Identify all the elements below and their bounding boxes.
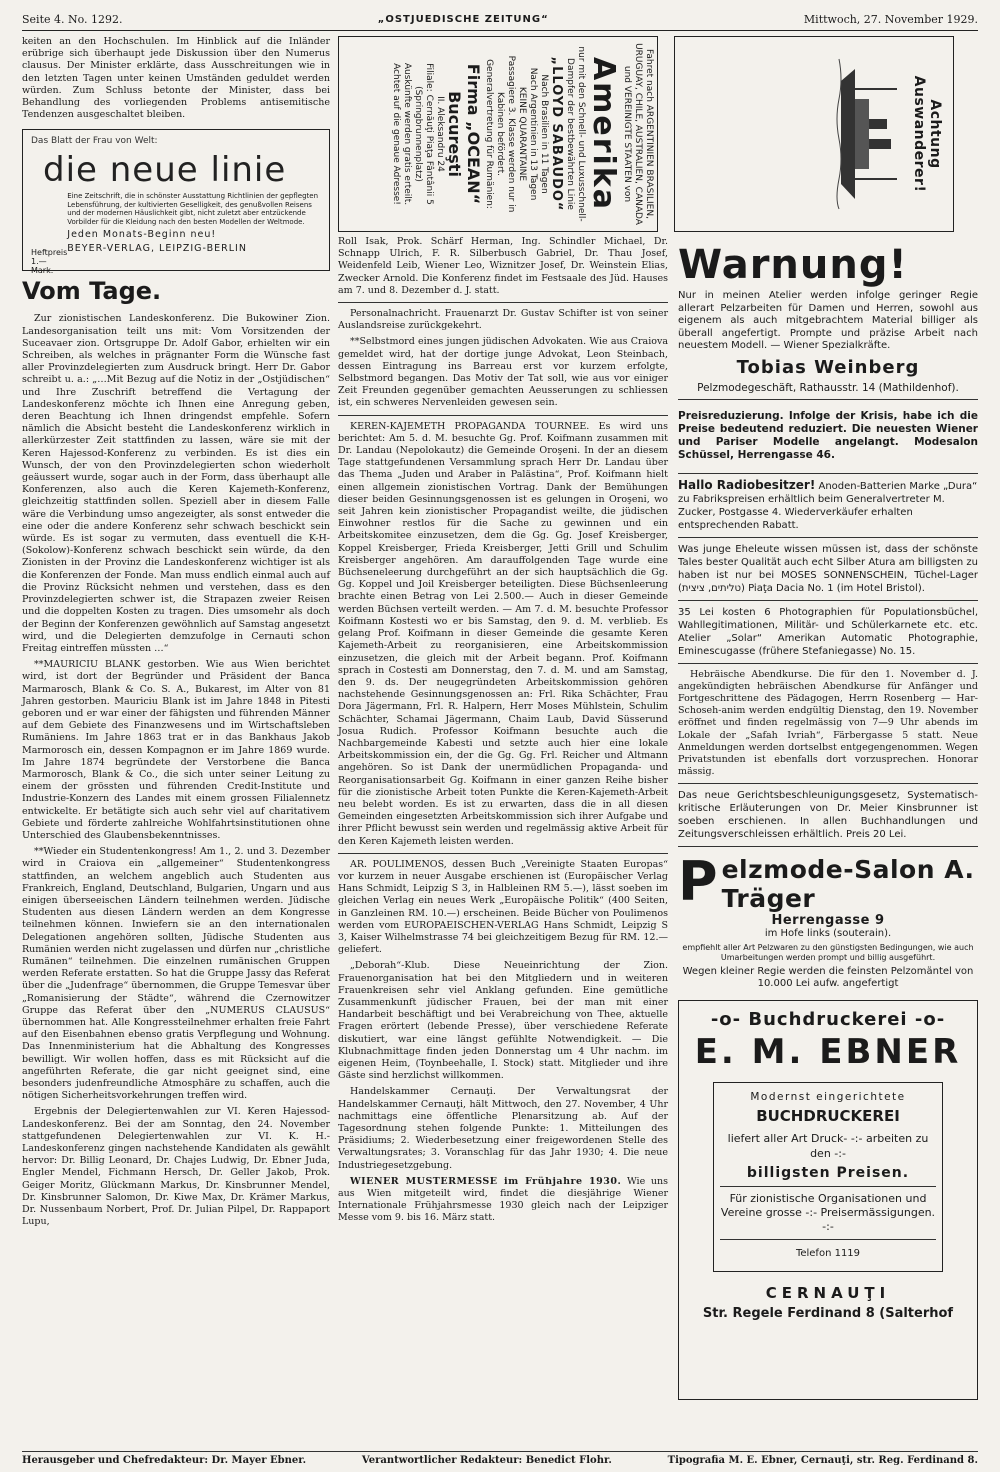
article-mauriciu-blank: **MAURICIU BLANK gestorben. Wie aus Wien berichtet wird, ist dort der Begründer und Präsident der Banca Marmarosch, Blank & Co. S. A., Bukarest, im Alter von 81 Jahren gestorben. Mauriciu Blank ist im Jahre 1848 in Pitesti geboren und er war einer der fähigsten und führenden Männer auf dem Gebiete des Finanzwesens und im Wirtschaftsleben Rumäniens. Im Jahre 1863 trat er in das Bankhaus Jakob Marmorosch ein, dessen Kompagnon er im Jahre 1869 wurde. Im Jahre 1874 begründete der Verstorbene die Banca Marmorosch, Blank & Co., die sich unter seiner Leitung zu einem der grössten und führenden Credit-Institute und Industrie-Konzern des Landes mit einem grossen Filialennetz entwickelte. Er betätigte sich auch sehr viel auf charitativem Gebiete und förderte zahlreiche Wohlfahrtsinstitutionen ohne Unterschied des Glaubensbekenntnisses. xyxy=(22,659,330,841)
page-footer xyxy=(22,1451,978,1466)
top-ads xyxy=(338,36,943,236)
ad-warnung-text: Nur in meinen Atelier werden infolge geringer Regie allerart Pelzarbeiten für Damen und Herren, sowohl aus eigenem als auch mitgebrachtem Material billiger als überall angefertigt. Prompte und präzise Arbeit nach neuestem Modell. — Wiener Spezialkräfte. xyxy=(678,290,978,351)
ad-lloyd-ocean: Firma „OCEAN“ Bucureşti xyxy=(445,63,483,205)
ad-lloyd-adresse: Achtet auf die genaue Adresse! xyxy=(391,63,401,205)
header-date: Mittwoch, 27. November 1929. xyxy=(803,12,978,26)
ad-ebner-telefon: Telefon 1119 xyxy=(795,1248,861,1260)
divider xyxy=(678,537,978,538)
footer-publisher: Herausgeber und Chefredakteur: Dr. Mayer Ebner. xyxy=(22,1455,307,1466)
ad-lloyd-amerika: Amerika xyxy=(586,56,621,212)
ad-neue-tagline: Das Blatt der Frau von Welt: xyxy=(31,136,158,147)
article-landeskonferenz: Zur zionistischen Landeskonferenz. Die Bukowiner Zion. Landesorganisation teilt uns mit: Vom Vorsitzenden der Suceavaer zion. Ortsgruppe Dr. Adolf Gabor, erhielten wir ein Schreiben, als welches in prägnanter Form die Wünsche fast aller Provinzdelegierten zum Ausdruck bringt. Herr Dr. Gabor schreibt u. a.: „…Mit Bezug auf die Notiz in der „Ostjüdischen“ und Ihre Zuschrift betreffend die Vertagung der Landeskonferenz möchte ich Ihnen eine Anregung geben, deren Beachtung ich Ihnen dringendst empfehle. Sofern nämlich die Absicht besteht die Landeskonferenz wirklich in allerkürzester Zeit stattfinden zu lassen, wäre sie mit der Keren Hajessod-Konferenz zu verbinden. Es ist dies ein Wunsch, der von den Provinzdelegierten schon wiederholt geäussert wurde, sogar auch in der Form, dass überhaupt alle Konferenzen, also auch die Keren Kajemeth-Konferenz, gleichzeitig stattfinden sollen. Speziell aber in diesem Falle wäre die Verbindung umso angezeigter, als sonst entweder die eine oder die andere Konferenz sehr schwach beschickt sein würde. Es ist sogar zu vermuten, dass eventuell die K-H-(Sokolow)-Konferenz schwach beschickt sein würde, da den Zionisten in der Provinz die Landeskonferenz wichtiger ist als die Konferenzen der Fonde. Man muss endlich einmal auch auf die Provinz Rücksicht nehmen und verstehen, dass es den Provinzdelegierten schwer ist, die Strapazen zweier Reisen und die doppelten Kosten zu tragen. Dies umsomehr als doch der Beginn der Konferenzen gewöhnlich auf Samstag angesetzt wird, und die Delegierten demzufolge in Cernauti schon Freitag eintreffen müssten …“ xyxy=(22,313,330,654)
page-header xyxy=(22,8,978,31)
ad-lloyd-auskunft: Auskünfte werden gratis erteilt. xyxy=(402,62,412,206)
divider xyxy=(678,846,978,847)
header-masthead: „OSTJUEDISCHE ZEITUNG“ xyxy=(377,13,549,25)
divider xyxy=(338,853,668,854)
column-left xyxy=(22,36,330,1442)
mustermesse-heading: WIENER MUSTERMESSE im Frühjahre 1930. xyxy=(350,1175,622,1187)
ad-neue-title: die neue linie xyxy=(43,150,287,191)
divider xyxy=(678,600,978,601)
divider xyxy=(720,1186,936,1187)
footer-printer: Tipografia M. E. Ebner, Cernauţi, str. Reg. Ferdinand 8. xyxy=(667,1455,978,1466)
columns xyxy=(22,36,978,1442)
ad-ebner-line-c: liefert aller Art Druck- -:- arbeiten zu den -:- xyxy=(727,1132,929,1161)
divider xyxy=(678,399,978,400)
article-delegiertenwahlen: Ergebnis der Delegiertenwahlen zur VI. Keren Hajessod-Landeskonferenz. Bei der am Sonntag, den 24. November stattgefundenen Delegiertenwahlen zur VI. K. H.-Landeskonferenz gingen nachstehende Kandidaten als gewählt hervor: Dr. Billig Leonard, Dr. Chajes Ludwig, Dr. Ebner Juda, Engler Mendel, Fichmann Hersch, Dr. Geller Jakob, Prok. Geiger Moritz, Glückmann Markus, Dr. Kinsbrunner Mendel, Dr. Kinsbrunner Salomon, Dr. Kiwe Max, Dr. Krämer Markus, Dr. Nussenbaum Norbert, Prof. Dr. Julian Pilpel, Dr. Rappaport Lupu, xyxy=(22,1106,330,1228)
ad-achtung-title: Achtung Auswanderer! xyxy=(911,75,943,193)
divider xyxy=(720,1239,936,1240)
ad-gerichtsgesetz: Das neue Gerichtsbeschleunigungsgesetz, Systematisch-kritische Erläuterungen von Dr. Meier Kinsbrunner ist soeben erschienen. In allen Buchhandlungen und Zeitungsverschleissen erhältlich. Preis 20 Lei. xyxy=(678,790,978,841)
divider xyxy=(338,302,668,303)
ad-ebner-line-b: BUCHDRUCKEREI xyxy=(756,1107,900,1126)
ad-tales: Was junge Eheleute wissen müssen ist, dass der schönste Tales bester Qualität auch echt Silber Atura am billigsten zu haben ist nur bei MOSES SONNENSCHEIN, Tüchel-Lager (טליתים, ציצית) Piaţa Dacia No. 1 (im Hotel Bristol). xyxy=(678,543,978,594)
ad-trager-text2: Wegen kleiner Regie werden die feinsten Pelzomäntel von 10.000 Lei aufw. angefertigt xyxy=(682,966,974,990)
header-page-number: Seite 4. No. 1292. xyxy=(22,12,123,26)
ad-lloyd-quarantaine: KEINE QUARANTAINE xyxy=(517,86,527,182)
top-ad-spacer xyxy=(678,36,978,236)
mustermesse-text: Wie uns aus Wien mitgeteilt wird, findet die diesjährige Wiener Internationale Frühjahrsmesse 1930 gleich nach der Leipziger Messe vom 9. bis 16. März statt. xyxy=(338,1175,668,1224)
ad-neue-line1: Jeden Monats-Beginn neu! xyxy=(67,229,217,241)
ad-ebner-street: Str. Regele Ferdinand 8 (Salterhof xyxy=(702,1306,954,1322)
ad-pelzmode-trager xyxy=(678,850,978,990)
ad-lloyd-generalvertretung: Generalvertretung für Rumänien: xyxy=(484,59,494,209)
ad-radio xyxy=(678,479,978,532)
article-mustermesse xyxy=(338,1176,668,1225)
ad-lloyd-passagiere: Passagiere 3. Klasse werden nur in Kabinen befördert. xyxy=(495,55,516,213)
ad-preisreduzierung: Preisreduzierung. Infolge der Krisis, habe ich die Preise bedeutend reduziert. Die neuesten Wiener und Pariser Modelle angelangt. Modesalon Schüssel, Herrengasse 46. xyxy=(678,410,978,461)
ad-ebner-line-a: Modernst eingerichtete xyxy=(750,1091,906,1104)
ad-ebner-line-e: Für zionistische Organisationen und Vereine grosse -:- Preisermässigungen. -:- xyxy=(720,1192,936,1234)
ad-lloyd-address: II. Aleksandru 24 xyxy=(435,96,445,172)
ad-neue-body xyxy=(31,192,321,275)
ad-lloyd-destinations: Fahret nach ARGENTINIEN BRASILIEN, URUGUAY, CHILE, AUSTRALIEN, CANADA und VEREINIGTE STAATEN von xyxy=(622,43,654,225)
ad-lloyd-name: „LLOYD SABAUDO“ xyxy=(549,56,564,212)
article-continuation: keiten an den Hochschulen. Im Hinblick auf die Inländer erübrige sich überhaupt jede Diskussion über den Numerus clausus. Der Minister erklärte, dass Ausschreitungen wie in den letzten Tagen unter keinen Umständen geduldet werden würden. Zum Schluss betonte der Minister, dass bei Behandlung des vorliegenden Problems antisemitische Tendenzen ausgeschaltet bleiben. xyxy=(22,36,330,121)
article-hebr-abendkurse: Hebräische Abendkurse. Die für den 1. November d. J. angekündigten hebräischen Abendkurse für Anfänger und Fortgeschrittene des Pädagogen, Herrn Rosenberg — Har-Schoseh-anim werden endgültig Dienstag, den 19. November eröffnet und finden regelmässig von 7—9 Uhr abends im Lokale der „Safah Ivriah“, Färbergasse 5 statt. Neue Anmeldungen werden dortselbst entgegengenommen. Wegen Privatstunden ist ebenfalls dort vorzusprechen. Honorar mässig. xyxy=(678,668,978,778)
ad-lloyd-line2: nur mit den Schnell- und Luxusschnell-Dampfer der bestbewährten Linie xyxy=(565,46,586,222)
ad-lloyd-brasilien: Nach Brasilien in 11 Tagen xyxy=(539,74,549,194)
divider xyxy=(678,663,978,664)
divider xyxy=(338,415,668,416)
ad-neue-price: Heftpreis 1.— Mark. xyxy=(31,248,68,276)
ad-ebner-address xyxy=(687,1278,969,1327)
article-keren-kajemeth: KEREN-KAJEMETH PROPAGANDA TOURNEE. Es wird uns berichtet: Am 5. d. M. besuchte Gg. Prof. Koifmann zusammen mit Dr. Landau (Nepolokautz) die Gemeinde Oroşeni. In der an diesem Tage stattgefundenen Versammlung sprach Herr Dr. Landau über das Thema „Juden und Araber in Palästina“, Prof. Koifmann hielt einen allgemein zionistischen Vortrag. Dank der Bemühungen dieser beiden Gesinnungsgenossen ist es gelungen in Oroşeni, wo seit Jahren kein zionistischer Propagandist weilte, die jüdischen Einwohner restlos für die Sache zu gewinnen und ein Arbeitskomitee einzusetzen, dem die Gg. Gg. Josef Kreisberger, Koppel Kreisberger, Frieda Kreisberger, Jetti Grill und Schulim Kreisberger angehören. Am darauffolgenden Tage wurde eine Büchseneleerung durchgeführt an der sich hauptsächlich die Gg. Gg. Koppel und Joil Kreisberger beteiligten. Diese Büchsenleerung brachte einen Betrag von Lei 2.500.— Auch in dieser Gemeinde werden Büchsen verteilt werden. — Am 7. d. M. besuchte Professor Koifmann Kostesti wo er bis Samstag, den 9. d. M. verblieb. Es gelang Prof. Koifmann in dieser Gemeinde die gesamte Keren Kajemeth-Arbeit zu reorganisieren, eine Arbeitskommission einzusetzen, die gleich mit der Arbeit begann. Prof. Koifmann sprach in Costesti am Donnerstag, den 7. d. M. und am Samstag, den 9. ds. Der neugegründeten Arbeitskommission gehören nachstehende Gesinnungsgenossen an: Frl. Rika Schächter, Frau Dora Jägermann, Frl. R. Halpern, Herr Moses Mühlstein, Schulim Schächter, Schamai Jägermann, Chaim Laub, David Süsserund Josua Rudich. Professor Koifmann besuchte auch die Nachbargemeinde Kabesti und setzte auch hier eine lokale Arbeitskommission ein, der die Gg. Gg. Frl. Reicher und Altmann angehören. So ist Dank der unermüdlichen Propaganda- und Reorganisationsarbeit Gg. Koifmann in einer ganzen Reihe bisher für die zionistische Arbeit toten Punkte die Keren-Kajemeth-Arbeit neu belebt worden. Es ist zu erwarten, dass die in all diesen Gemeinden eingesetzten Arbeitskommission sich ihrer Aufgabe und ihrer Pflicht bewusst sein werden und regelmässig aktive Arbeit für den Keren Kajemeth leisten werden. xyxy=(338,420,668,847)
article-deborah-klub: „Deborah“-Klub. Diese Neueinrichtung der Zion. Frauenorganisation hat bei den Mitgliedern und in weiteren Frauenkreisen sehr viel Anklang gefunden. Eine gemütliche Zusammenkunft jüdischer Frauen, bei der man mit einer Handarbeit beschäftigt und bei Verabreichung von Thee, aktuelle Fragen erörtert (lebende Presse), über verschiedene Referate diskutiert, war eine längst gefühlte Notwendigkeit. — Die Klubnachmittage finden jeden Donnerstag um 4 Uhr nachm. im eigenen Heim, (Toynbeehalle, I. Stock) statt. Mitglieder und ihre Gäste sind herzlichst willkommen. xyxy=(338,960,668,1082)
ad-ebner-heading: -o- Buchdruckerei -o- xyxy=(710,1009,946,1031)
ad-lloyd-rotated xyxy=(342,40,654,228)
article-studentenkongress: **Wieder ein Studentenkongress! Am 1., 2. und 3. Dezember wird in Craiova ein „allgemeiner“ Studentenkongress stattfinden, an welchem angeblich auch Studenten aus Frankreich, England, Deutschland, Bulgarien, Ungarn und aus einigen überseeischen Ländern teilnehmen werden. Jüdische Studenten aus diesen Ländern werden an dem Kongresse teilnehmen können. Inwiefern sie an den internationalen Delegationen angehören sollten, Jüdische Studenten aus Rumänien werden nicht zugelassen und dürfen nur „christliche Rumänen“ teilnehmen. Die einzelnen rumänischen Gruppen werden Referate erstatten. So hat die Gruppe Jassy das Referat über die „Judenfrage“ übernommen, die Gruppe Temesvar über „Romanisierung der Städte“, während die Czernowitzer Gruppe das Referat über den „NUMERUS CLAUSUS“ übernommen hat. Alle Kongressteilnehmer erhalten freie Fahrt auf den Eisenbahnen ebenso gratis Verpflegung und Wohnung. Das Innenministerium hat die Abhaltung des Kongresses bewilligt. Wir wollen hoffen, dass es mit Rücksicht auf die angeführten Referate, die gar nicht geeignet sind, eine besonders judenfreundliche Atmosphäre zu schaffen, auch die nötigen Sicherheitsvorkehrungen treffen wird. xyxy=(22,846,330,1102)
divider xyxy=(678,783,978,784)
article-handelskammer: Handelskammer Cernauţi. Der Verwaltungsrat der Handelskammer Cernauţi, hält Mittwoch, den 27. November, 4 Uhr nachmittags eine öffentliche Plenarsitzung ab. Auf der Tagesordnung stehen folgende Punkte: 1. Mitteilungen des Präsidiums; 2. Wiederbesetzung einer freigewordenen Stelle des Verwaltungsrates; 3. Voranschlag für das Jahr 1930; 4. Die neue Industriegesetzgebung. xyxy=(338,1086,668,1171)
ad-trager-name: elzmode-Salon A. Träger xyxy=(721,855,975,914)
ad-neue-desc: Eine Zeitschrift, die in schönster Ausstattung Richtlinien der gepflegten Lebensführung, der kultivierten Geselligkeit, des genußvollen Reisens und der modernen Häuslichkeit gibt, nicht zuletzt aber entzückende Vorbilder für die Kleidung nach den besten Modellen der Weltmode. xyxy=(67,192,319,226)
ad-ebner-inner-box xyxy=(713,1082,943,1272)
ad-warnung-name: Tobias Weinberg xyxy=(736,356,920,378)
ad-ebner-city: CERNAUŢI xyxy=(765,1284,891,1303)
ad-neue-text xyxy=(67,192,321,275)
ad-lloyd-filiale: Filiale: Cernăuţi Piaţa Fântânii 5 (Springbrunnenplatz) xyxy=(413,63,434,205)
ad-radio-heading: Hallo Radiobesitzer! xyxy=(678,477,816,492)
ad-trager-initial: P xyxy=(678,850,718,914)
ad-photo-solar: 35 Lei kosten 6 Photographien für Populationsbüchel, Wahllegitimationen, Militär- und Schülerkarnete etc. etc. Atelier „Solar“ Amerikan Automatic Photographie, Eminescugasse (frühere Stefaniegasse) No. 15. xyxy=(678,606,978,657)
column-right xyxy=(678,36,978,1442)
footer-editor: Verantwortlicher Redakteur: Benedict Flohr. xyxy=(361,1455,612,1466)
ad-ebner-name: E. M. EBNER xyxy=(694,1032,962,1073)
article-selbstmord: **Selbstmord eines jungen jüdischen Advokaten. Wie aus Craiova gemeldet wird, hat der dortige junge Advokat, Leon Steinbach, dessen Eintragung ins Barreau erst vor kurzem erfolgte, Selbstmord begangen. Das Motiv der Tat soll, wie aus vor einiger Zeit Freunden gegenüber gemachten Aeusserungen zu schliessen ist, ein schweres Nervenleiden gewesen sein. xyxy=(338,336,668,409)
article-poulimenos: AR. POULIMENOS, dessen Buch „Vereinigte Staaten Europas“ vor kurzem in neuer Ausgabe erschienen ist (Europäischer Verlag Hans Schmidt, Leipzig S 3, in Halbleinen RM 5.—), lässt soeben im gleichen Verlag ein neues Werk „Europäische Politik“ (400 Seiten, in Ganzleinen RM. 10.—) erscheinen. Beide Bücher von Poulimenos werden vom EUROPAEISCHEN-VERLAG Hans Schmidt, Leipzig S 3, Kaiser Wilhelmstrasse 74 bei gleichzeitigem Bezug für RM. 12.— geliefert. xyxy=(338,858,668,956)
section-heading-vom-tage: Vom Tage. xyxy=(22,277,162,306)
article-personalnachricht: Personalnachricht. Frauenarzt Dr. Gustav Schifter ist von seiner Auslandsreise zurückgekehrt. xyxy=(338,308,668,332)
ad-buchdruckerei-ebner xyxy=(678,1000,978,1400)
ad-trager-text1: empfiehlt aller Art Pelzwaren zu den günstigsten Bedingungen, wie auch Umarbeitungen werden prompt und billig ausgeführt. xyxy=(682,943,974,963)
ad-die-neue-linie xyxy=(22,129,330,276)
ad-trager-court: im Hofe links (souterain). xyxy=(764,928,892,940)
ad-neue-line2: BEYER-VERLAG, LEIPZIG-BERLIN xyxy=(67,243,247,255)
ad-lloyd-argentinien: Nach Argentinien in 13 Tagen xyxy=(528,67,538,201)
ad-warnung-title: Warnung! xyxy=(678,242,908,288)
article-delegates-continued: Roll Isak, Prok. Schärf Herman, Ing. Schindler Michael, Dr. Schnapp Ulrich, F. R. Silberbusch Gabriel, Dr. Thau Josef, Weidenfeld Leib, Wiener Leo, Wiznitzer Josef, Dr. Weinstein Elias, Zwecker Arnold. Die Konferenz findet im Festsaale des Jüd. Hauses am 7. und 8. Dezember d. J. statt. xyxy=(338,236,668,296)
ad-lloyd-sabaudo xyxy=(338,36,658,232)
ad-trager-street: Herrengasse 9 xyxy=(771,913,885,929)
ad-warnung-address: Pelzmodegeschäft, Rathausstr. 14 (Mathildenhof). xyxy=(697,381,959,394)
ad-radio-text: Anoden-Batterien Marke „Dura“ zu Fabrikspreisen erhältlich beim Generalvertreter M. Zucker, Postgasse 4. Wiederverkäufer erhalten entsprechenden Rabatt. xyxy=(678,480,978,531)
ad-ebner-line-d: billigsten Preisen. xyxy=(746,1165,910,1182)
divider xyxy=(678,473,978,474)
